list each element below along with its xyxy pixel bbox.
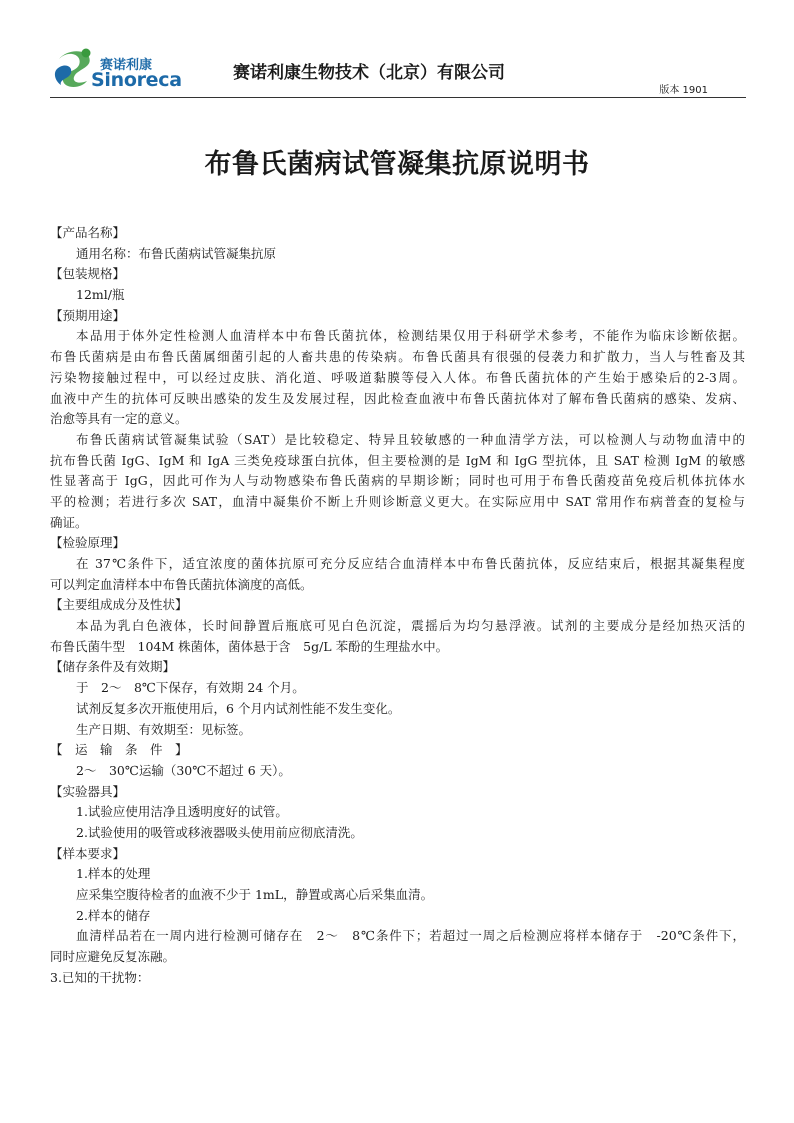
document-body (50, 223, 745, 988)
text-line: 布鲁氏菌病是由布鲁氏菌属细菌引起的人畜共患的传染病。布鲁氏菌具有很强的侵袭力和扩散力，当人与牲畜及其 (50, 349, 745, 365)
version-label: 版本 1901 (659, 85, 708, 96)
text-line: 布鲁氏菌病试管凝集试验（SAT）是比较稳定、特异且较敏感的一种血清学方法，可以检测人与动物血清中的 (76, 431, 745, 447)
section-heading: 【预期用途】 (50, 307, 126, 323)
text-line: 本品为乳白色液体，长时间静置后瓶底可见白色沉淀，震摇后为均匀悬浮液。试剂的主要成分是经加热灭活的 (76, 618, 745, 634)
text-line: 3.已知的干扰物： (50, 969, 150, 985)
text-line: 通用名称：布鲁氏菌病试管凝集抗原 (76, 245, 277, 261)
text-line: 1.样本的处理 (76, 866, 151, 882)
section-heading: 【包装规格】 (50, 266, 126, 282)
text-line: 1.试验应使用洁净且透明度好的试管。 (76, 804, 288, 820)
company-logo (53, 43, 182, 93)
section-heading: 【样本要求】 (50, 845, 126, 861)
text-line: 确证。 (50, 514, 88, 530)
text-line: 污染物接触过程中，可以经过皮肤、消化道、呼吸道黏膜等侵入人体。布鲁氏菌抗体的产生始于感染后的2-3周。 (50, 369, 745, 385)
text-line: 12ml/瓶 (76, 287, 125, 303)
text-line: 治愈等具有一定的意义。 (50, 411, 188, 427)
logo-chinese-name: 赛诺利康 (100, 58, 153, 73)
text-line: 布鲁氏菌牛型 104M 株菌体，菌体悬于含 5g/L 苯酚的生理盐水中。 (50, 638, 449, 654)
text-line: 试剂反复多次开瓶使用后，6 个月内试剂性能不发生变化。 (76, 700, 401, 716)
text-line: 可以判定血清样本中布鲁氏菌抗体滴度的高低。 (50, 576, 313, 592)
text-line: 抗布鲁氏菌 IgG、IgM 和 IgA 三类免疫球蛋白抗体，但主要检测的是 IgM 和 IgG 型抗体，且 SAT 检测 IgM 的敏感 (50, 452, 745, 468)
text-line: 同时应避免反复冻融。 (50, 949, 176, 965)
company-name: 赛诺利康生物技术（北京）有限公司 (233, 63, 505, 83)
text-line: 在 37℃条件下，适宜浓度的菌体抗原可充分反应结合血清样本中布鲁氏菌抗体，反应结束后，根据其凝集程度 (76, 556, 745, 571)
logo-english-name: Sinoreca (91, 69, 182, 91)
section-heading: 【主要组成成分及性状】 (50, 597, 188, 613)
section-heading: 【 运 输 条 件 】 (50, 742, 188, 758)
text-line: 血液中产生的抗体可反映出感染的发生及发展过程，因此检查血液中布鲁氏菌抗体对了解布鲁氏菌病的感染、发病、 (50, 390, 745, 406)
section-heading: 【实验器具】 (50, 783, 126, 799)
text-line: 血清样品若在一周内进行检测可储存在 2～ 8℃条件下；若超过一周之后检测应将样本储存于 -20℃条件下， (76, 928, 745, 944)
text-line: 2.试验使用的吸管或移液器吸头使用前应彻底清洗。 (76, 824, 363, 840)
section-heading: 【检验原理】 (50, 535, 126, 551)
section-heading: 【产品名称】 (50, 225, 126, 240)
text-line: 性显著高于 IgG，因此可作为人与动物感染布鲁氏菌病的早期诊断；同时也可用于布鲁氏菌疫苗免疫后机体抗体水 (50, 473, 745, 489)
text-line: 于 2～ 8℃下保存，有效期 24 个月。 (76, 680, 305, 696)
text-line: 2～ 30℃运输（30℃不超过 6 天）。 (76, 762, 291, 778)
page-header (50, 40, 746, 100)
text-line: 2.样本的储存 (76, 907, 151, 923)
text-line: 平的检测；若进行多次 SAT，血清中凝集价不断上升则诊断意义更大。在实际应用中 SAT 常用作布病普查的复检与 (50, 493, 745, 509)
section-heading: 【储存条件及有效期】 (50, 659, 176, 675)
text-line: 生产日期、有效期至：见标签。 (76, 721, 252, 737)
text-line: 本品用于体外定性检测人血清样本中布鲁氏菌抗体，检测结果仅用于科研学术参考，不能作为临床诊断依据。 (76, 328, 745, 344)
header-divider (50, 97, 746, 98)
document-title: 布鲁氏菌病试管凝集抗原说明书 (204, 149, 590, 180)
text-line: 应采集空腹待检者的血液不少于 1mL，静置或离心后采集血清。 (76, 887, 434, 902)
